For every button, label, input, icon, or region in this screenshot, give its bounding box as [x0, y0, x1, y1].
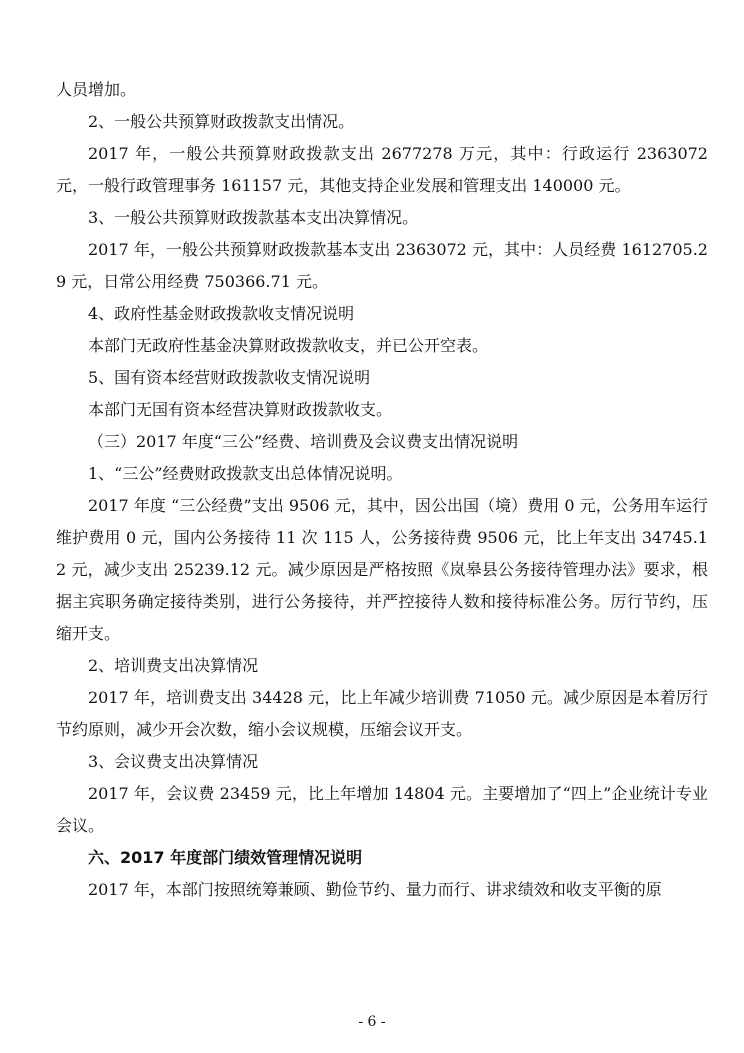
sangong-body: 2017 年度 “三公经费”支出 9506 元，其中，因公出国（境）费用 0 元，公务用车运行维护费用 0 元，国内公务接待 11 次 115 人，公务接待费 9506 元，比上年支出 34745.12 元，减少支出 25239.12 元。减少原因是严格按照《岚皋县公务接待管理办法》要求，根据主宾职务确定接待类别，进行公务接待，并严控接待人数和接待标准公务。厉行节约，压缩开支。: [56, 496, 708, 643]
item-5-title: 5、国有资本经营财政拨款收支情况说明: [88, 368, 371, 387]
document-body: [56, 74, 714, 906]
training-title: 2、培训费支出决算情况: [88, 656, 259, 675]
item-4-title: 4、政府性基金财政拨款收支情况说明: [88, 304, 355, 323]
item-5-body: 本部门无国有资本经营决算财政拨款收支。: [88, 400, 393, 419]
item-2-body: 2017 年，一般公共预算财政拨款支出 2677278 万元，其中：行政运行 2363072 元，一般行政管理事务 161157 元，其他支持企业发展和管理支出 140000 元。: [56, 144, 714, 195]
section-3-title: （三）2017 年度“三公”经费、培训费及会议费支出情况说明: [88, 432, 519, 451]
page-number: - 6 -: [358, 1014, 386, 1030]
section-6-heading: 六、2017 年度部门绩效管理情况说明: [88, 848, 363, 867]
sangong-title: 1、“三公”经费财政拨款支出总体情况说明。: [88, 464, 403, 483]
meeting-title: 3、会议费支出决算情况: [88, 752, 259, 771]
item-2-title: 2、一般公共预算财政拨款支出情况。: [88, 112, 355, 131]
item-3-title: 3、一般公共预算财政拨款基本支出决算情况。: [88, 208, 419, 227]
item-3-body: 2017 年，一般公共预算财政拨款基本支出 2363072 元，其中：人员经费 1612705.29 元，日常公用经费 750366.71 元。: [56, 240, 708, 291]
item-4-body: 本部门无政府性基金决算财政拨款收支，并已公开空表。: [88, 336, 489, 355]
training-body: 2017 年，培训费支出 34428 元，比上年减少培训费 71050 元。减少原因是本着厉行节约原则，减少开会次数，缩小会议规模，压缩会议开支。: [56, 688, 708, 739]
meeting-body: 2017 年，会议费 23459 元，比上年增加 14804 元。主要增加了“四上”企业统计专业会议。: [56, 784, 708, 835]
paragraph-continuation: 人员增加。: [56, 80, 137, 99]
section-6-body: 2017 年，本部门按照统筹兼顾、勤俭节约、量力而行、讲求绩效和收支平衡的原: [88, 880, 662, 899]
